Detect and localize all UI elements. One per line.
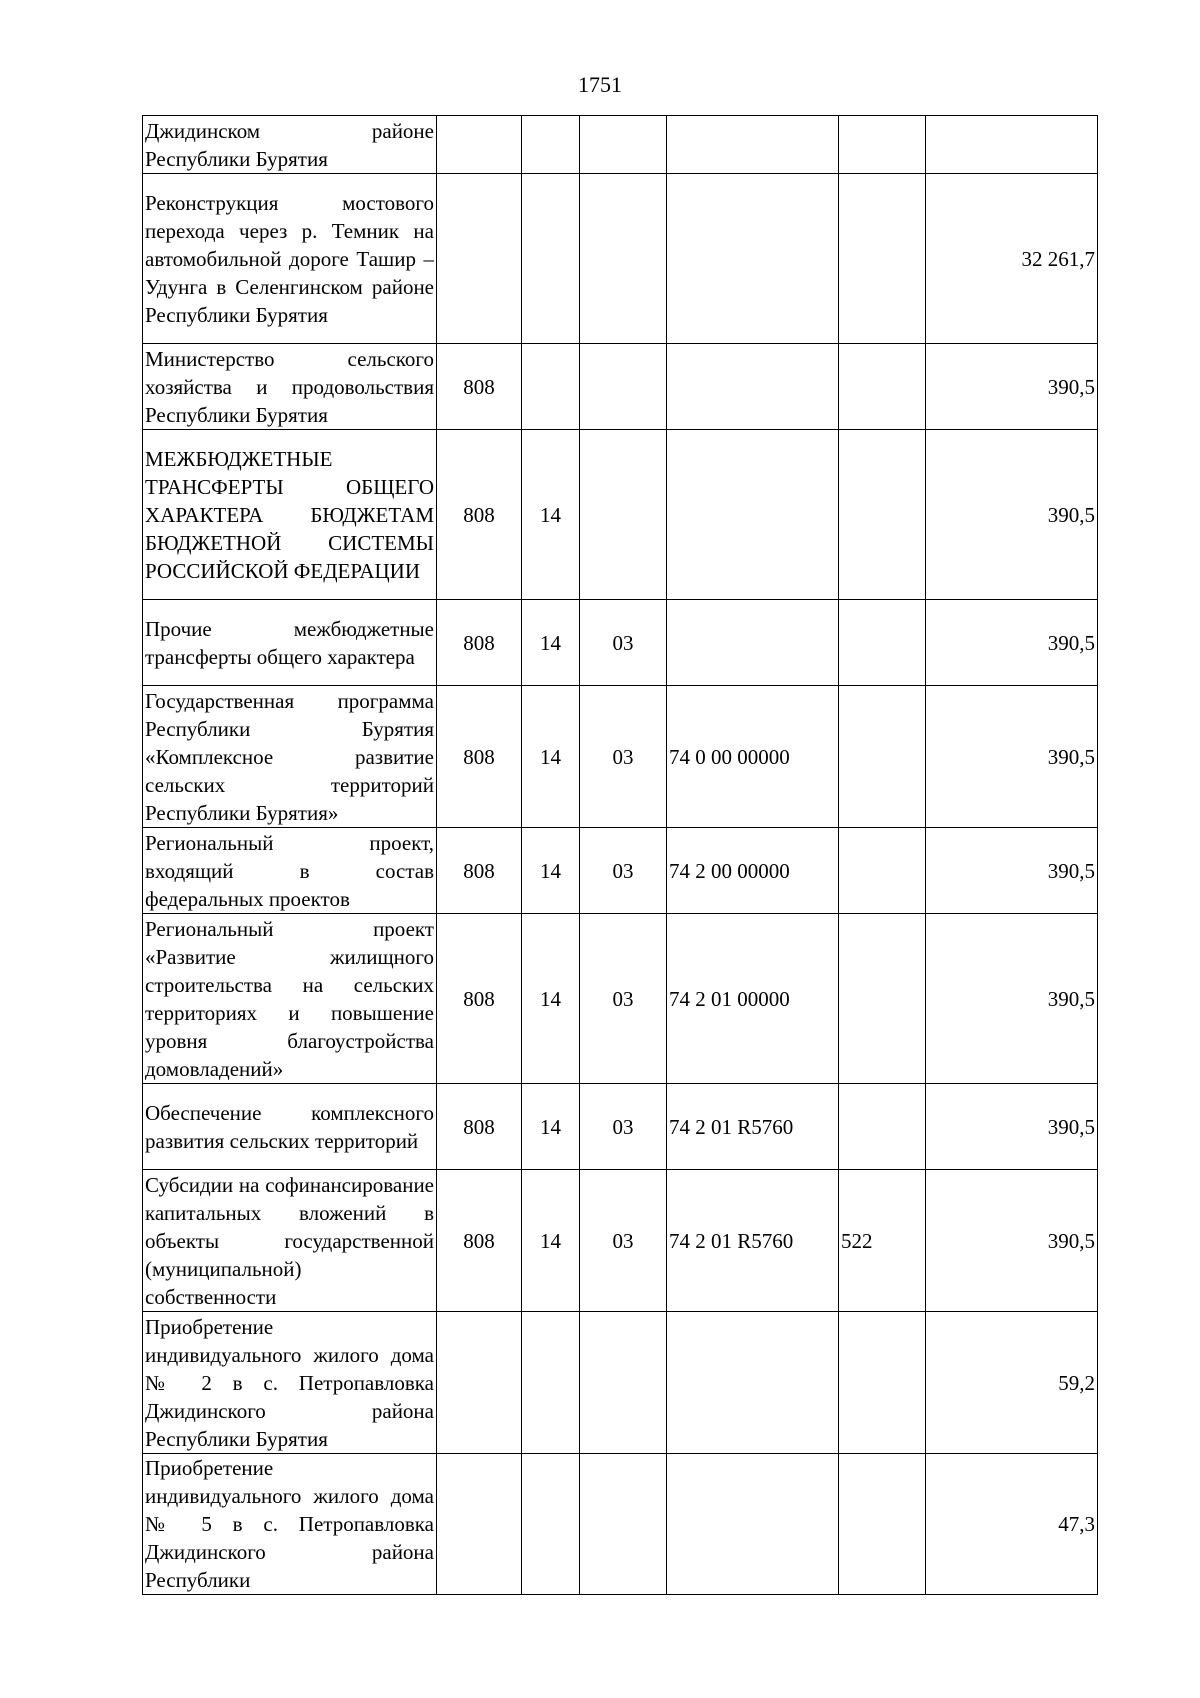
table-row bbox=[143, 1170, 1098, 1312]
item-name: Субсидии на софинансирование капитальных вложений в объекты государственной (муниципальной) собственности bbox=[143, 1170, 437, 1312]
ministry-code: 808 bbox=[437, 914, 522, 1084]
item-name: МЕЖБЮДЖЕТНЫЕ ТРАНСФЕРТЫ ОБЩЕГО ХАРАКТЕРА БЮДЖЕТАМ БЮДЖЕТНОЙ СИСТЕМЫ РОССИЙСКОЙ ФЕДЕРАЦИИ bbox=[143, 430, 437, 600]
expense-type-code bbox=[839, 344, 926, 430]
table-row bbox=[143, 914, 1098, 1084]
ministry-code: 808 bbox=[437, 344, 522, 430]
table-row bbox=[143, 1084, 1098, 1170]
item-name: Обеспечение комплексного развития сельских территорий bbox=[143, 1084, 437, 1170]
expense-type-code bbox=[839, 600, 926, 686]
target-article-code bbox=[667, 1454, 839, 1595]
expense-type-code bbox=[839, 686, 926, 828]
amount: 390,5 bbox=[926, 828, 1098, 914]
item-name: Джидинском районе Республики Бурятия bbox=[143, 116, 437, 174]
table-row bbox=[143, 1454, 1098, 1595]
item-name: Региональный проект, входящий в состав федеральных проектов bbox=[143, 828, 437, 914]
subsection-code: 03 bbox=[580, 600, 667, 686]
expense-type-code bbox=[839, 1312, 926, 1454]
section-code: 14 bbox=[522, 430, 580, 600]
section-code: 14 bbox=[522, 600, 580, 686]
target-article-code bbox=[667, 344, 839, 430]
section-code bbox=[522, 344, 580, 430]
table-row bbox=[143, 686, 1098, 828]
subsection-code: 03 bbox=[580, 828, 667, 914]
section-code bbox=[522, 1312, 580, 1454]
section-code: 14 bbox=[522, 686, 580, 828]
amount: 47,3 bbox=[926, 1454, 1098, 1595]
subsection-code: 03 bbox=[580, 1170, 667, 1312]
item-name: Региональный проект «Развитие жилищного строительства на сельских территориях и повышение уровня благоустройства домовладений» bbox=[143, 914, 437, 1084]
section-code bbox=[522, 116, 580, 174]
ministry-code: 808 bbox=[437, 686, 522, 828]
item-name: Приобретение индивидуального жилого дома № 2 в с. Петропавловка Джидинского района Республики Бурятия bbox=[143, 1312, 437, 1454]
amount: 390,5 bbox=[926, 430, 1098, 600]
item-name: Прочие межбюджетные трансферты общего характера bbox=[143, 600, 437, 686]
ministry-code: 808 bbox=[437, 1084, 522, 1170]
page-number: 1751 bbox=[578, 72, 622, 97]
amount: 390,5 bbox=[926, 914, 1098, 1084]
item-name: Государственная программа Республики Бурятия «Комплексное развитие сельских территорий Республики Бурятия» bbox=[143, 686, 437, 828]
target-article-code: 74 2 01 R5760 bbox=[667, 1170, 839, 1312]
target-article-code bbox=[667, 174, 839, 344]
table-row bbox=[143, 116, 1098, 174]
subsection-code bbox=[580, 344, 667, 430]
section-code: 14 bbox=[522, 1170, 580, 1312]
target-article-code: 74 0 00 00000 bbox=[667, 686, 839, 828]
expense-type-code bbox=[839, 116, 926, 174]
expense-type-code: 522 bbox=[839, 1170, 926, 1312]
subsection-code: 03 bbox=[580, 686, 667, 828]
target-article-code: 74 2 01 00000 bbox=[667, 914, 839, 1084]
target-article-code: 74 2 01 R5760 bbox=[667, 1084, 839, 1170]
ministry-code: 808 bbox=[437, 430, 522, 600]
amount bbox=[926, 116, 1098, 174]
item-name: Министерство сельского хозяйства и продовольствия Республики Бурятия bbox=[143, 344, 437, 430]
expense-type-code bbox=[839, 1084, 926, 1170]
subsection-code: 03 bbox=[580, 914, 667, 1084]
expense-type-code bbox=[839, 914, 926, 1084]
table-row bbox=[143, 344, 1098, 430]
target-article-code bbox=[667, 430, 839, 600]
expense-type-code bbox=[839, 828, 926, 914]
target-article-code bbox=[667, 600, 839, 686]
amount: 59,2 bbox=[926, 1312, 1098, 1454]
subsection-code bbox=[580, 1312, 667, 1454]
expense-type-code bbox=[839, 174, 926, 344]
budget-table bbox=[142, 115, 1098, 1595]
section-code bbox=[522, 1454, 580, 1595]
table-row bbox=[143, 828, 1098, 914]
table-row bbox=[143, 1312, 1098, 1454]
section-code: 14 bbox=[522, 828, 580, 914]
target-article-code: 74 2 00 00000 bbox=[667, 828, 839, 914]
subsection-code bbox=[580, 174, 667, 344]
ministry-code: 808 bbox=[437, 600, 522, 686]
amount: 390,5 bbox=[926, 1170, 1098, 1312]
ministry-code: 808 bbox=[437, 828, 522, 914]
amount: 390,5 bbox=[926, 600, 1098, 686]
ministry-code bbox=[437, 174, 522, 344]
expense-type-code bbox=[839, 1454, 926, 1595]
target-article-code bbox=[667, 1312, 839, 1454]
ministry-code bbox=[437, 1312, 522, 1454]
subsection-code bbox=[580, 116, 667, 174]
amount: 390,5 bbox=[926, 686, 1098, 828]
target-article-code bbox=[667, 116, 839, 174]
subsection-code bbox=[580, 1454, 667, 1595]
amount: 390,5 bbox=[926, 1084, 1098, 1170]
ministry-code bbox=[437, 116, 522, 174]
ministry-code: 808 bbox=[437, 1170, 522, 1312]
item-name: Приобретение индивидуального жилого дома № 5 в с. Петропавловка Джидинского района Республики bbox=[143, 1454, 437, 1595]
section-code: 14 bbox=[522, 914, 580, 1084]
section-code bbox=[522, 174, 580, 344]
table-row bbox=[143, 600, 1098, 686]
table-row bbox=[143, 174, 1098, 344]
amount: 32 261,7 bbox=[926, 174, 1098, 344]
table-row bbox=[143, 430, 1098, 600]
section-code: 14 bbox=[522, 1084, 580, 1170]
ministry-code bbox=[437, 1454, 522, 1595]
subsection-code bbox=[580, 430, 667, 600]
subsection-code: 03 bbox=[580, 1084, 667, 1170]
item-name: Реконструкция мостового перехода через р. Темник на автомобильной дороге Ташир – Удунга в Селенгинском районе Республики Бурятия bbox=[143, 174, 437, 344]
amount: 390,5 bbox=[926, 344, 1098, 430]
expense-type-code bbox=[839, 430, 926, 600]
